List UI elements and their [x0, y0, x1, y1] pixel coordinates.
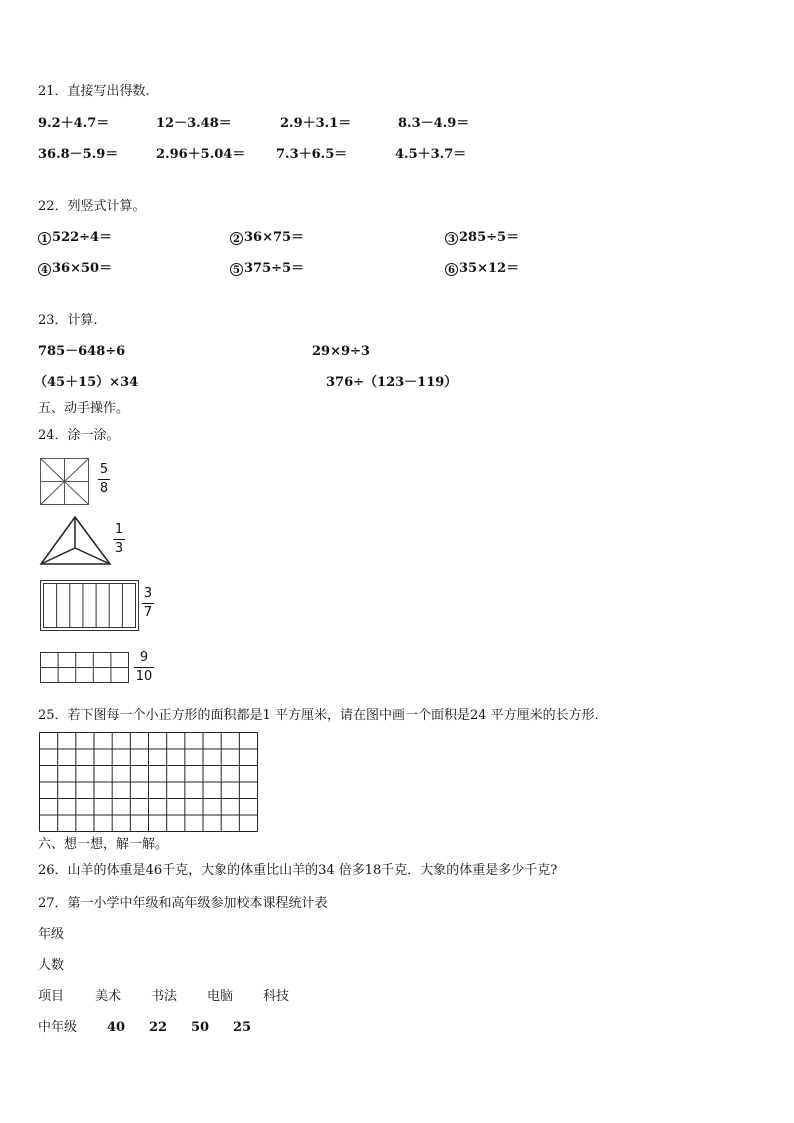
circled-number: 4: [38, 263, 51, 276]
q22-expr: 36×75＝: [244, 230, 305, 245]
circled-number: 3: [445, 232, 458, 245]
q21-title: 21．直接写出得数.: [38, 84, 150, 99]
square-grid: [39, 732, 260, 833]
q21-expr: 36.8－5.9＝: [38, 147, 119, 162]
table-cell: 25: [233, 1020, 252, 1035]
q22-item: [230, 261, 304, 277]
q22-expr: 375÷5＝: [244, 261, 305, 276]
table-cell: 22: [149, 1020, 168, 1035]
fraction-numerator: 5: [99, 462, 109, 477]
fraction-numerator: 1: [114, 522, 124, 537]
table-header-cell: 电脑: [207, 989, 234, 1004]
fraction-denominator: 3: [114, 541, 124, 556]
fraction-bar: [98, 479, 110, 480]
section-heading: 六、想一想，解一解。: [38, 837, 169, 852]
table-header-count: 人数: [38, 958, 65, 973]
q21-expr: 7.3＋6.5＝: [276, 147, 348, 162]
circled-number: 6: [445, 263, 458, 276]
q21-expr: 2.96＋5.04＝: [156, 147, 246, 162]
q22-item: [445, 261, 519, 277]
table-header-row: [38, 989, 64, 1005]
table-header-cell: 项目: [38, 989, 65, 1004]
square-eighths-shape: [40, 458, 90, 506]
circled-number: 2: [230, 232, 243, 245]
rectangle-sevenths-shape: [40, 580, 140, 632]
q22-item: [38, 261, 112, 277]
q23-title: 23．计算.: [38, 313, 98, 328]
table-header-cell: 美术: [95, 989, 122, 1004]
q22-expr: 285÷5＝: [459, 230, 520, 245]
fraction-numerator: 9: [139, 650, 149, 665]
fraction-numerator: 3: [143, 586, 153, 601]
fraction: [134, 650, 154, 685]
q25-title: 25．若下图每一个小正方形的面积都是1 平方厘米，请在图中画一个面积是24 平方厘米的长方形.: [38, 708, 599, 723]
table-cell: 中年级: [38, 1020, 78, 1035]
q23-expr: 29×9÷3: [312, 344, 370, 359]
table-cell: 50: [191, 1020, 210, 1035]
q22-expr: 36×50＝: [52, 261, 113, 276]
q27-title: 27．第一小学中年级和高年级参加校本课程统计表: [38, 896, 328, 911]
q21-expr: 4.5＋3.7＝: [395, 147, 467, 162]
q23-expr: 376÷（123－119）: [326, 375, 458, 390]
table-cell: 40: [107, 1020, 126, 1035]
q21-expr: 8.3－4.9＝: [398, 116, 470, 131]
q22-title: 22．列竖式计算。: [38, 199, 146, 214]
triangle-thirds-shape: [40, 516, 112, 566]
fraction-bar: [134, 667, 154, 668]
table-header-grade: 年级: [38, 927, 65, 942]
fraction-denominator: 8: [99, 481, 109, 496]
q21-expr: 9.2＋4.7＝: [38, 116, 110, 131]
table-header-cell: 科技: [263, 989, 290, 1004]
fraction: [142, 586, 154, 621]
fraction: [113, 522, 125, 557]
q26-title: 26．山羊的体重是46千克，大象的体重比山羊的34 倍多18千克．大象的体重是多少千克?: [38, 863, 558, 878]
q22-expr: 35×12＝: [459, 261, 520, 276]
table-header-cell: 书法: [151, 989, 178, 1004]
q22-item: [230, 230, 304, 246]
q23-expr: （45＋15）×34: [34, 375, 139, 390]
fraction-denominator: 10: [135, 669, 153, 684]
section-heading: 五、动手操作。: [38, 401, 130, 416]
q21-expr: 12－3.48＝: [156, 116, 232, 131]
circled-number: 1: [38, 232, 51, 245]
fraction: [98, 462, 110, 497]
fraction-bar: [142, 603, 154, 604]
q22-expr: 522÷4＝: [52, 230, 113, 245]
q22-item: [445, 230, 519, 246]
q22-item: [38, 230, 112, 246]
rectangle-tenths-shape: [40, 652, 130, 684]
fraction-denominator: 7: [143, 605, 153, 620]
q24-title: 24．涂一涂。: [38, 428, 120, 443]
q23-expr: 785－648÷6: [38, 344, 126, 359]
fraction-bar: [113, 539, 125, 540]
circled-number: 5: [230, 263, 243, 276]
q21-expr: 2.9＋3.1＝: [280, 116, 352, 131]
